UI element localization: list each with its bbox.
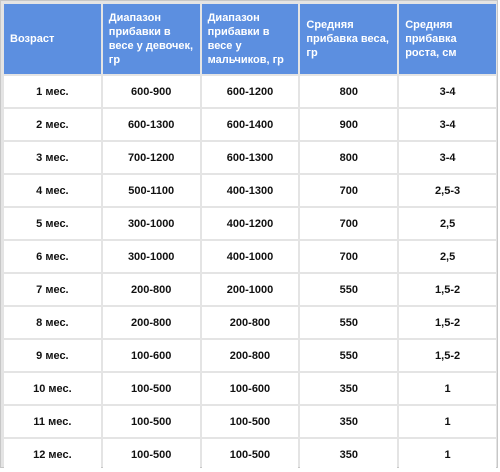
cell-boys-weight-range: 100-500 xyxy=(202,439,299,470)
cell-boys-weight-range: 600-1400 xyxy=(202,109,299,140)
cell-avg-height-gain: 2,5 xyxy=(399,208,496,239)
cell-avg-weight-gain: 900 xyxy=(300,109,397,140)
cell-avg-height-gain: 1,5-2 xyxy=(399,340,496,371)
cell-boys-weight-range: 200-800 xyxy=(202,307,299,338)
cell-boys-weight-range: 400-1300 xyxy=(202,175,299,206)
cell-girls-weight-range: 300-1000 xyxy=(103,241,200,272)
cell-avg-weight-gain: 550 xyxy=(300,274,397,305)
cell-avg-height-gain: 2,5 xyxy=(399,241,496,272)
cell-avg-weight-gain: 350 xyxy=(300,373,397,404)
cell-age: 11 мес. xyxy=(4,406,101,437)
cell-boys-weight-range: 100-500 xyxy=(202,406,299,437)
header-boys-weight-range: Диапазон прибавки в весе у мальчиков, гр xyxy=(202,4,299,74)
cell-avg-weight-gain: 800 xyxy=(300,76,397,107)
cell-boys-weight-range: 600-1200 xyxy=(202,76,299,107)
cell-girls-weight-range: 100-500 xyxy=(103,373,200,404)
growth-table xyxy=(2,2,498,472)
cell-boys-weight-range: 400-1000 xyxy=(202,241,299,272)
cell-age: 9 мес. xyxy=(4,340,101,371)
cell-age: 3 мес. xyxy=(4,142,101,173)
header-girls-weight-range: Диапазон прибавки в весе у девочек, гр xyxy=(103,4,200,74)
header-row xyxy=(4,4,496,74)
cell-avg-weight-gain: 700 xyxy=(300,208,397,239)
table-row xyxy=(4,208,496,239)
cell-girls-weight-range: 200-800 xyxy=(103,307,200,338)
table-row xyxy=(4,76,496,107)
cell-age: 4 мес. xyxy=(4,175,101,206)
cell-girls-weight-range: 300-1000 xyxy=(103,208,200,239)
table-row xyxy=(4,109,496,140)
cell-girls-weight-range: 600-1300 xyxy=(103,109,200,140)
table-row xyxy=(4,340,496,371)
header-age: Возраст xyxy=(4,4,101,74)
table-row xyxy=(4,439,496,470)
table-row xyxy=(4,241,496,272)
cell-avg-height-gain: 1,5-2 xyxy=(399,307,496,338)
cell-avg-weight-gain: 550 xyxy=(300,307,397,338)
table-header xyxy=(4,4,496,74)
cell-avg-weight-gain: 700 xyxy=(300,175,397,206)
cell-girls-weight-range: 100-500 xyxy=(103,406,200,437)
cell-boys-weight-range: 200-800 xyxy=(202,340,299,371)
cell-age: 8 мес. xyxy=(4,307,101,338)
cell-avg-height-gain: 3-4 xyxy=(399,109,496,140)
cell-avg-height-gain: 1 xyxy=(399,406,496,437)
cell-age: 5 мес. xyxy=(4,208,101,239)
cell-avg-weight-gain: 350 xyxy=(300,439,397,470)
cell-avg-height-gain: 1 xyxy=(399,373,496,404)
cell-boys-weight-range: 600-1300 xyxy=(202,142,299,173)
cell-age: 1 мес. xyxy=(4,76,101,107)
table-row xyxy=(4,142,496,173)
cell-girls-weight-range: 100-600 xyxy=(103,340,200,371)
cell-girls-weight-range: 600-900 xyxy=(103,76,200,107)
table-row xyxy=(4,406,496,437)
cell-avg-height-gain: 1 xyxy=(399,439,496,470)
cell-girls-weight-range: 100-500 xyxy=(103,439,200,470)
header-avg-weight-gain: Средняя прибавка веса, гр xyxy=(300,4,397,74)
header-avg-height-gain: Средняя прибавка роста, см xyxy=(399,4,496,74)
cell-age: 6 мес. xyxy=(4,241,101,272)
cell-age: 2 мес. xyxy=(4,109,101,140)
table-row xyxy=(4,307,496,338)
cell-age: 12 мес. xyxy=(4,439,101,470)
table-body xyxy=(4,76,496,470)
cell-girls-weight-range: 700-1200 xyxy=(103,142,200,173)
cell-avg-weight-gain: 550 xyxy=(300,340,397,371)
cell-avg-height-gain: 3-4 xyxy=(399,142,496,173)
cell-age: 7 мес. xyxy=(4,274,101,305)
cell-boys-weight-range: 200-1000 xyxy=(202,274,299,305)
cell-avg-height-gain: 3-4 xyxy=(399,76,496,107)
table-row xyxy=(4,373,496,404)
cell-avg-weight-gain: 700 xyxy=(300,241,397,272)
cell-avg-weight-gain: 350 xyxy=(300,406,397,437)
cell-boys-weight-range: 400-1200 xyxy=(202,208,299,239)
cell-girls-weight-range: 200-800 xyxy=(103,274,200,305)
cell-girls-weight-range: 500-1100 xyxy=(103,175,200,206)
table-row xyxy=(4,274,496,305)
cell-age: 10 мес. xyxy=(4,373,101,404)
cell-avg-weight-gain: 800 xyxy=(300,142,397,173)
table-row xyxy=(4,175,496,206)
cell-boys-weight-range: 100-600 xyxy=(202,373,299,404)
cell-avg-height-gain: 2,5-3 xyxy=(399,175,496,206)
cell-avg-height-gain: 1,5-2 xyxy=(399,274,496,305)
